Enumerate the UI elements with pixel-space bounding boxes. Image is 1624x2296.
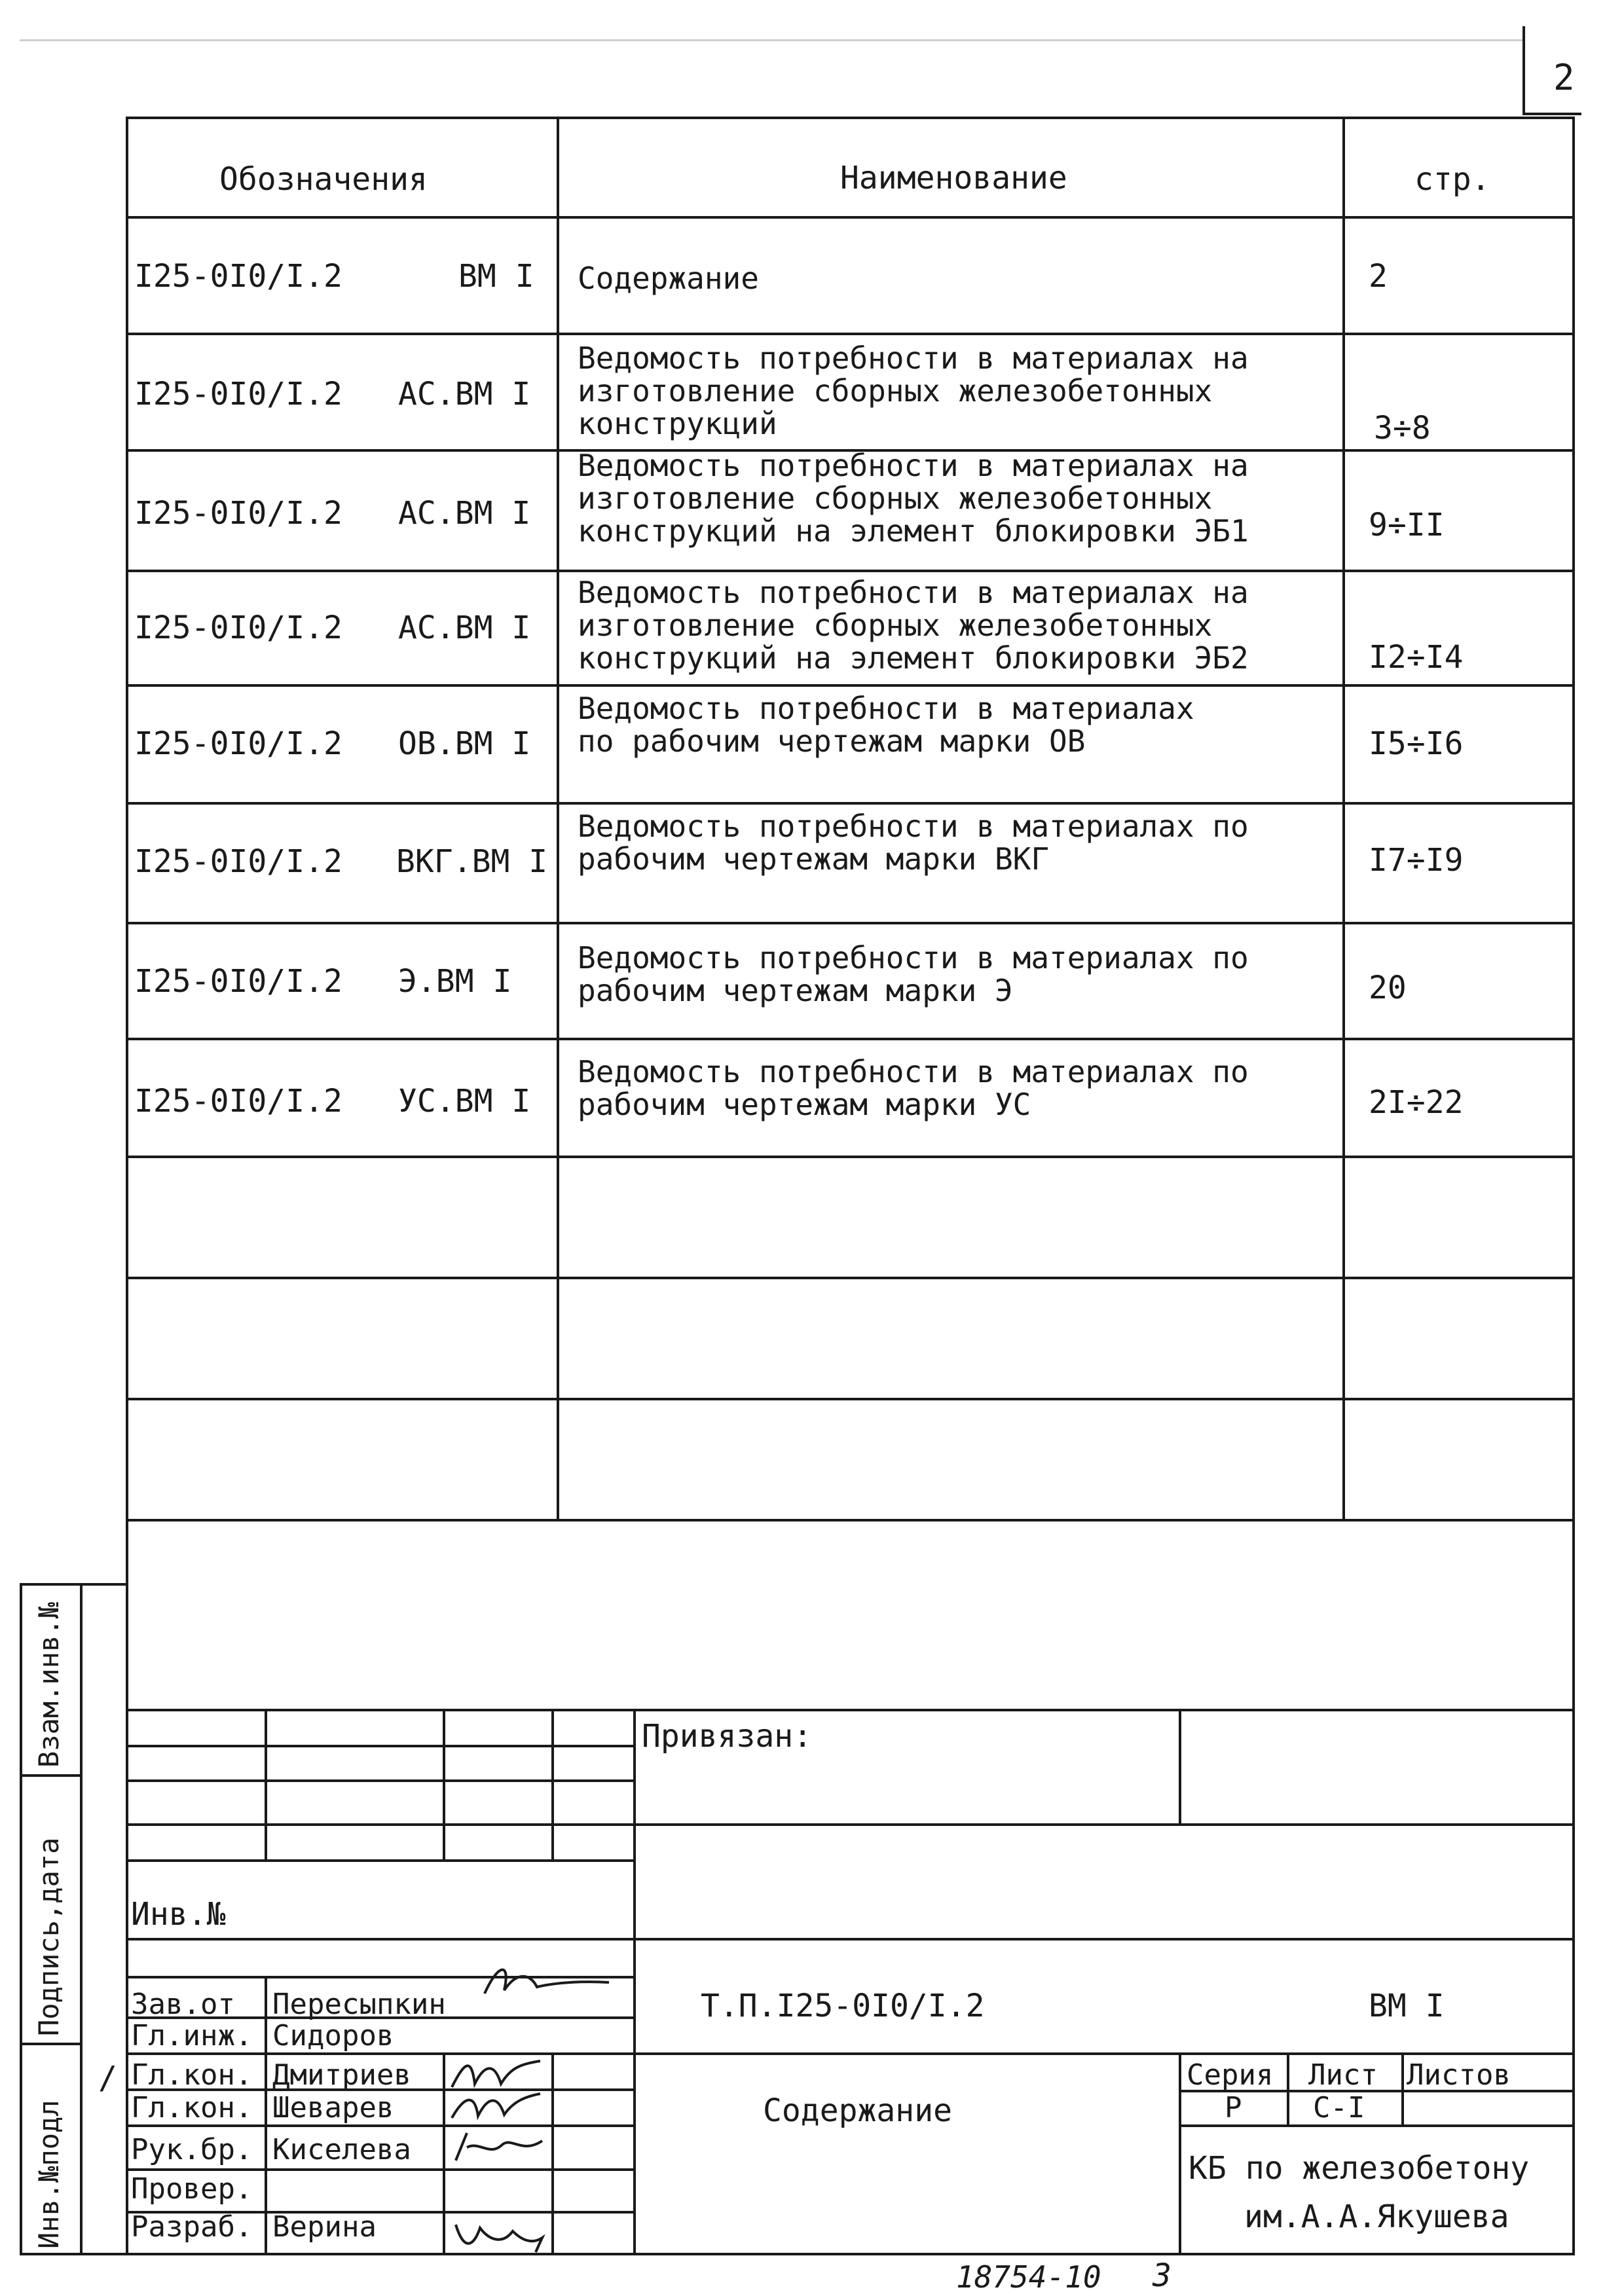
row-designation: I25-0I0/I.2 bbox=[134, 843, 342, 880]
stamp-sheet-mark: BM I bbox=[1369, 1988, 1445, 2024]
signatory-role: Провер. bbox=[131, 2172, 253, 2206]
row-name: Содержание bbox=[578, 261, 759, 296]
stamp-privyazan: Привязан: bbox=[642, 1718, 813, 1755]
frame-left bbox=[126, 117, 128, 2255]
row-name: Ведомость потребности в материалах по рабочим чертежам марки ВКГ bbox=[578, 809, 1249, 877]
signatory-name: Дмитриев bbox=[272, 2058, 411, 2092]
row-mark: OB.BM I bbox=[398, 725, 531, 762]
signatory-role: Гл.инж. bbox=[131, 2019, 253, 2052]
footer-number: 18754-10 bbox=[956, 2259, 1101, 2295]
stamp-mark-slash: / bbox=[98, 2060, 117, 2096]
row-mark: УС.BM I bbox=[398, 1083, 531, 1120]
signatory-name: Верина bbox=[272, 2210, 377, 2244]
signatory-role: Гл.кон. bbox=[131, 2091, 253, 2124]
row-mark: Э.BM I bbox=[398, 963, 512, 1000]
row-page: 2 bbox=[1369, 258, 1388, 295]
row-mark: AC.BM I bbox=[398, 376, 531, 412]
row-page: 9÷II bbox=[1369, 507, 1445, 543]
row-name: Ведомость потребности в материалах на изготовление сборных железобетонных конструкций bbox=[578, 340, 1249, 441]
footer-page: 3 bbox=[1153, 2257, 1172, 2294]
signatory-name: Сидоров bbox=[272, 2019, 394, 2052]
frame-right bbox=[1572, 117, 1575, 2255]
frame-top bbox=[126, 117, 1575, 119]
col-divider-2 bbox=[1342, 117, 1345, 1519]
page-number-box-left bbox=[1522, 26, 1525, 115]
signature-dmitriev bbox=[449, 2054, 547, 2094]
stamp-series-value: Р bbox=[1225, 2091, 1242, 2124]
row-designation: I25-0I0/I.2 bbox=[134, 610, 342, 646]
stamp-inv-no: Инв.№ bbox=[131, 1896, 226, 1933]
stamp-sheet-label: Лист bbox=[1308, 2058, 1378, 2092]
header-designation: Обозначения bbox=[219, 161, 428, 198]
signatory-role: Разраб. bbox=[131, 2210, 253, 2244]
row-mark: BM I bbox=[458, 258, 534, 295]
row-page: 2I÷22 bbox=[1369, 1084, 1464, 1121]
row-mark: AC.BM I bbox=[398, 610, 531, 646]
header-name: Наименование bbox=[840, 160, 1067, 196]
row-designation: I25-0I0/I.2 bbox=[134, 725, 342, 762]
row-mark: BKГ.BM I bbox=[396, 843, 548, 880]
row-name: Ведомость потребности в материалах по рабочим чертежам марки Э bbox=[578, 940, 1249, 1008]
row-designation: I25-0I0/I.2 bbox=[134, 258, 342, 295]
signatory-role: Зав.от bbox=[131, 1988, 235, 2021]
row-designation: I25-0I0/I.2 bbox=[134, 1083, 342, 1120]
side-label-vzam-inv: Взам.инв.№ bbox=[33, 1602, 65, 1768]
row-page: I2÷I4 bbox=[1369, 639, 1464, 676]
row-page: I7÷I9 bbox=[1369, 842, 1464, 879]
signatory-role: Гл.кон. bbox=[131, 2058, 253, 2092]
signatory-role: Рук.бр. bbox=[131, 2133, 253, 2166]
page-number: 2 bbox=[1553, 57, 1575, 98]
signature-kiseleva bbox=[451, 2128, 549, 2167]
row-page: 20 bbox=[1369, 970, 1407, 1006]
frame-bottom bbox=[126, 2253, 1575, 2255]
stamp-series-label: Серия bbox=[1187, 2058, 1274, 2092]
row-mark: AC.BM I bbox=[398, 495, 531, 532]
side-label-inv-podl: Инв.№подл bbox=[33, 2100, 65, 2249]
signature-verina bbox=[451, 2212, 549, 2254]
row-name: Ведомость потребности в материалах на изготовление сборных железобетонных конструкций на элемент блокировки ЭБ1 bbox=[578, 448, 1249, 549]
side-label-signature-date: Подпись,дата bbox=[33, 1837, 65, 2036]
col-divider-1 bbox=[557, 117, 559, 1519]
stamp-org-line1: КБ по железобетону bbox=[1189, 2150, 1530, 2187]
stamp-org-line2: им.А.А.Якушева bbox=[1244, 2198, 1509, 2235]
row-designation: I25-0I0/I.2 bbox=[134, 376, 342, 412]
row-designation: I25-0I0/I.2 bbox=[134, 495, 342, 532]
header-page: стр. bbox=[1414, 161, 1490, 198]
row-page: I5÷I6 bbox=[1369, 725, 1464, 762]
row-name: Ведомость потребности в материалах по рабочим чертежам марки УС bbox=[578, 1054, 1249, 1122]
row-name: Ведомость потребности в материалах по рабочим чертежам марки ОВ bbox=[578, 691, 1194, 759]
signatory-name: Киселева bbox=[272, 2133, 411, 2166]
stamp-sheet-value: С-I bbox=[1313, 2091, 1365, 2124]
signature-shevarev bbox=[449, 2088, 547, 2124]
stamp-title: Содержание bbox=[763, 2092, 952, 2129]
page-number-box-bottom bbox=[1522, 113, 1581, 115]
signatory-name: Пересыпкин bbox=[272, 1988, 446, 2021]
signature-peresypkin bbox=[478, 1958, 635, 2003]
row-page: 3÷8 bbox=[1374, 410, 1431, 446]
signatory-name: Шеварев bbox=[272, 2091, 394, 2124]
row-designation: I25-0I0/I.2 bbox=[134, 963, 342, 1000]
stamp-document-code: Т.П.I25-0I0/I.2 bbox=[701, 1988, 985, 2024]
stamp-sheets-label: Листов bbox=[1407, 2058, 1511, 2092]
row-name: Ведомость потребности в материалах на изготовление сборных железобетонных конструкций на элемент блокировки ЭБ2 bbox=[578, 575, 1249, 676]
